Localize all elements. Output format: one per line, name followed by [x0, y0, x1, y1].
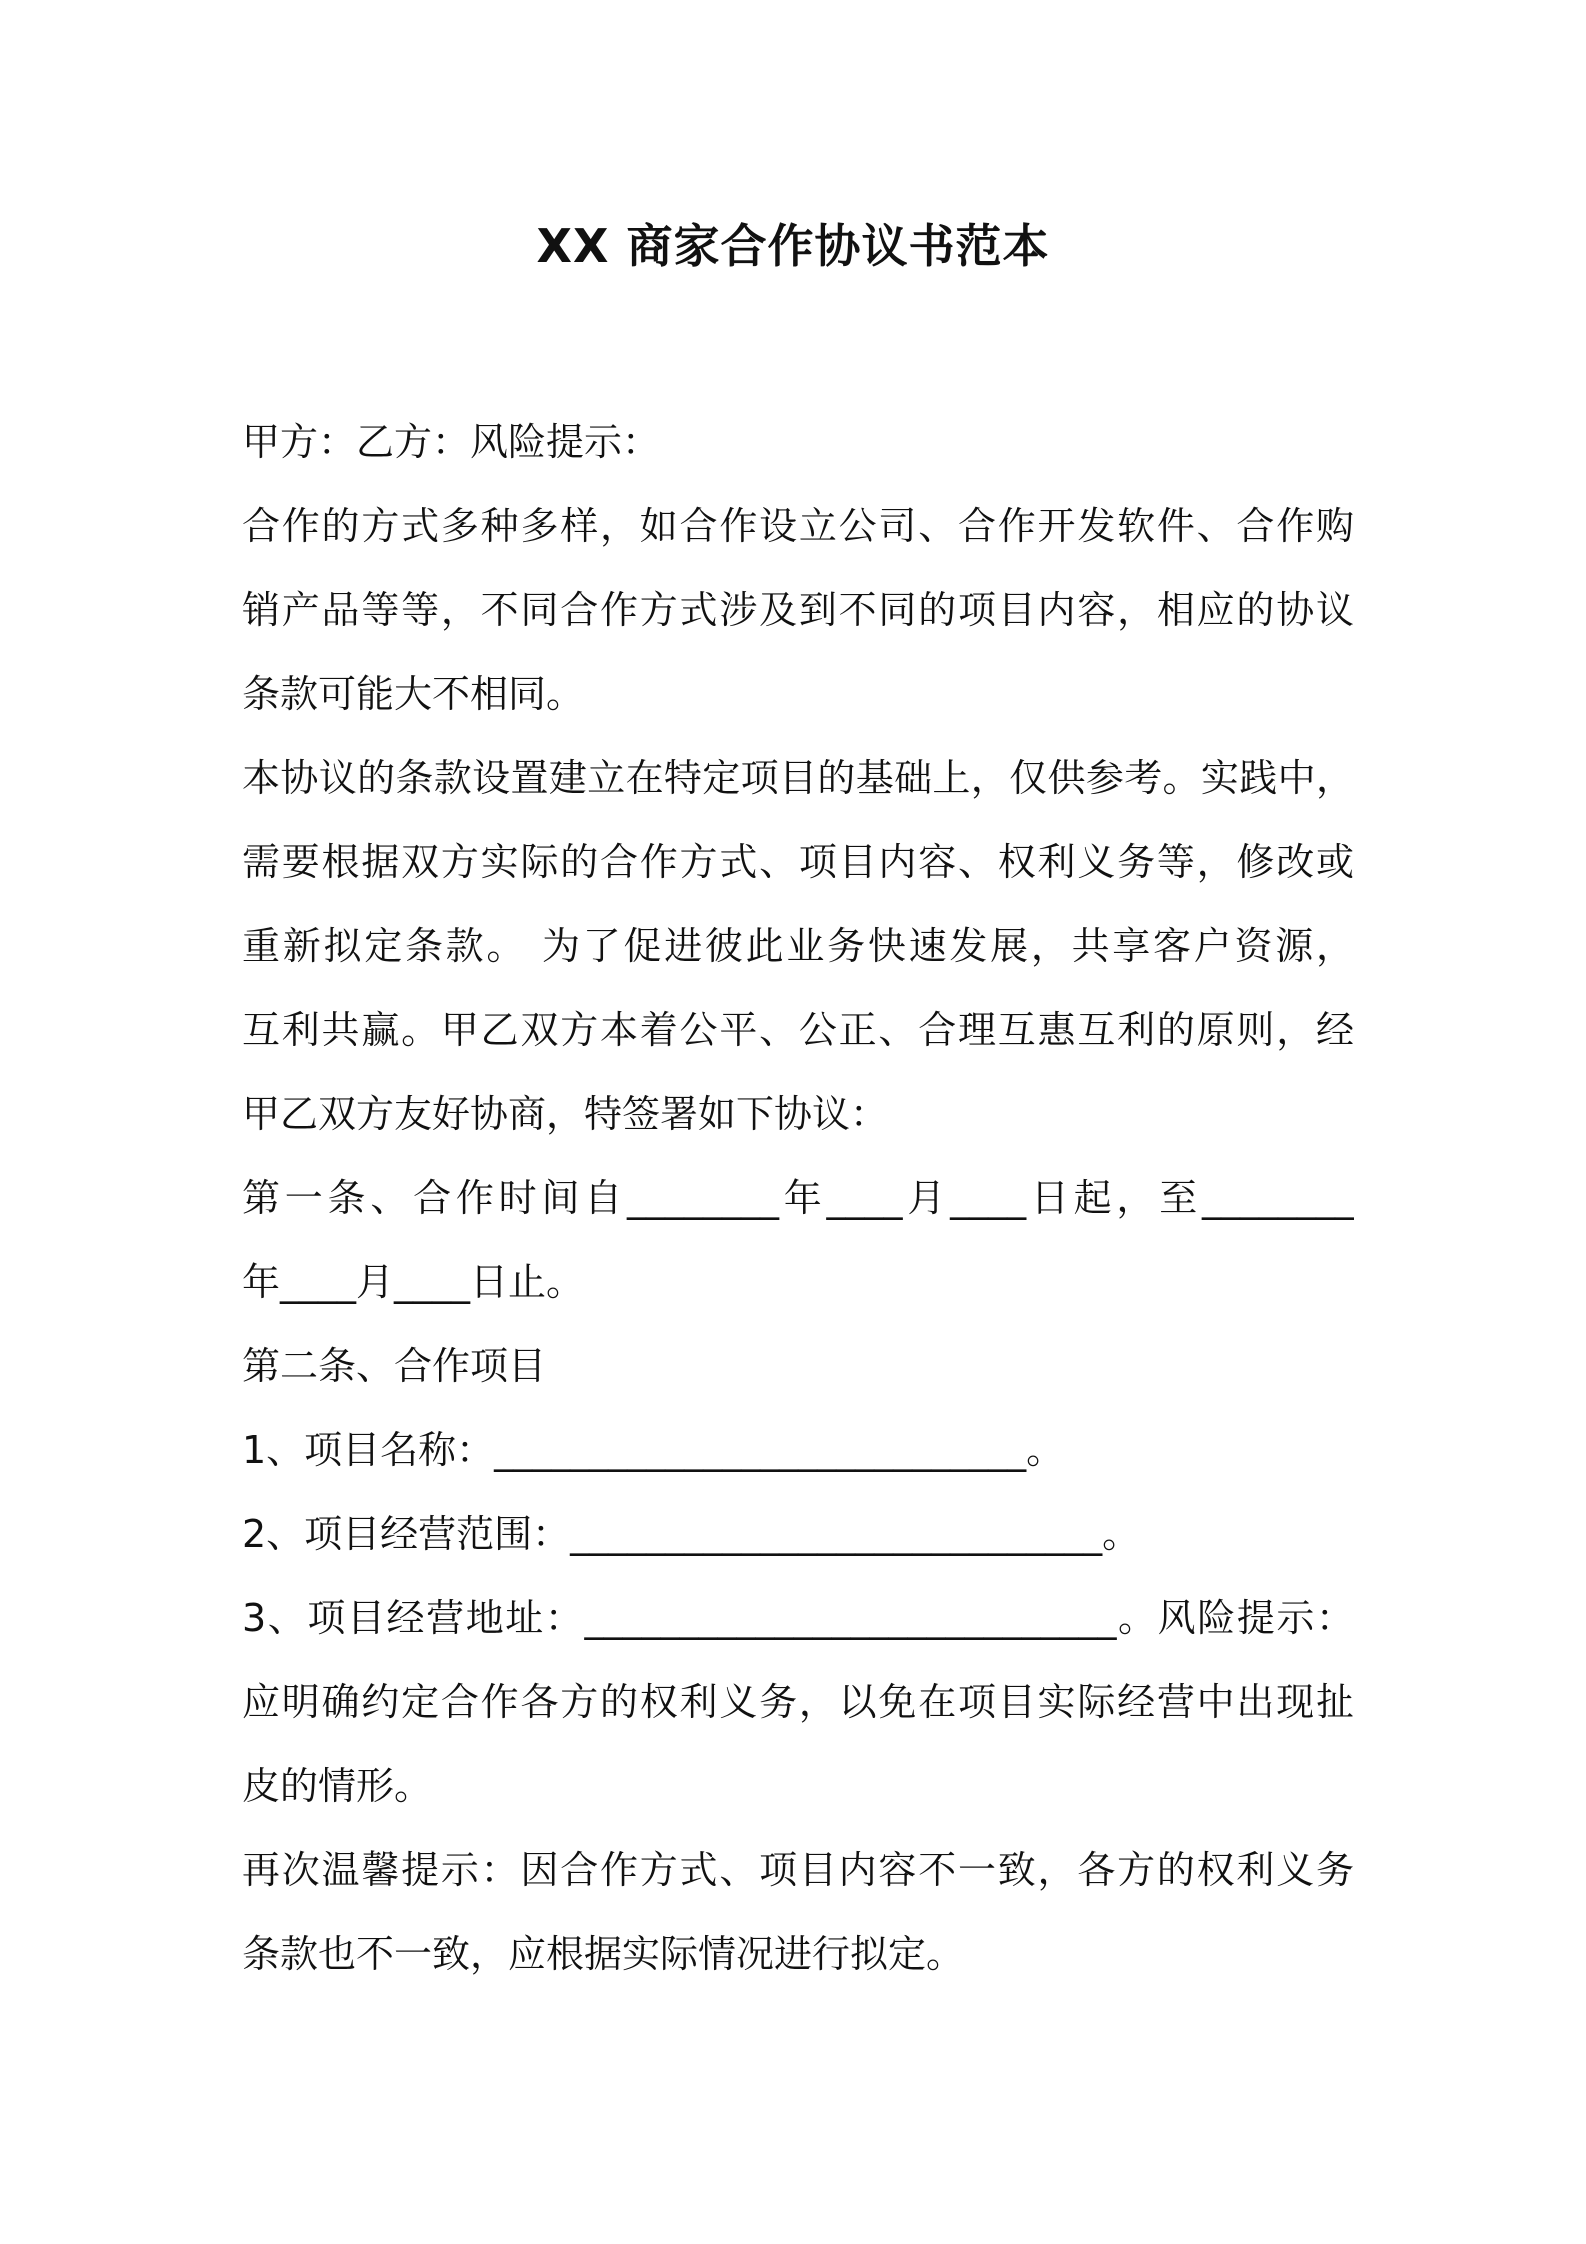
parties-line: 甲方：乙方：风险提示： — [242, 420, 661, 464]
body-line: 应明确约定合作各方的权利义务，以免在项目实际经营中出现扯 — [242, 1680, 1354, 1724]
document-title: XX 商家合作协议书范本 — [536, 219, 1050, 273]
reminder-line: 再次温馨提示：因合作方式、项目内容不一致，各方的权利义务 — [242, 1848, 1354, 1892]
project-scope-line: 2、项目经营范围：____________________________。 — [242, 1512, 1141, 1556]
body-line: 合作的方式多种多样，如合作设立公司、合作开发软件、合作购 — [242, 504, 1354, 548]
body-line: 甲乙双方友好协商，特签署如下协议： — [242, 1092, 889, 1136]
body-line: 需要根据双方实际的合作方式、项目内容、权利义务等，修改或 — [242, 840, 1354, 884]
body-line: 重新拟定条款。 为了促进彼此业务快速发展，共享客户资源， — [242, 924, 1354, 968]
body-line: 互利共赢。甲乙双方本着公平、公正、合理互惠互利的原则，经 — [242, 1008, 1354, 1052]
body-line: 皮的情形。 — [242, 1764, 433, 1808]
article-one-line: 年____月____日止。 — [242, 1260, 585, 1304]
body-line: 本协议的条款设置建立在特定项目的基础上，仅供参考。实践中， — [242, 756, 1354, 800]
reminder-line: 条款也不一致，应根据实际情况进行拟定。 — [242, 1932, 965, 1976]
body-line: 销产品等等，不同合作方式涉及到不同的项目内容，相应的协议 — [242, 588, 1354, 632]
article-two-heading: 第二条、合作项目 — [242, 1344, 547, 1388]
body-line: 条款可能大不相同。 — [242, 672, 585, 716]
project-name-line: 1、项目名称：____________________________。 — [242, 1428, 1065, 1472]
project-address-line: 3、项目经营地址：____________________________。风险提示： — [242, 1596, 1354, 1640]
document-body — [242, 400, 1354, 1996]
article-one-line: 第一条、合作时间自________年____月____日起，至________ — [242, 1176, 1354, 1220]
